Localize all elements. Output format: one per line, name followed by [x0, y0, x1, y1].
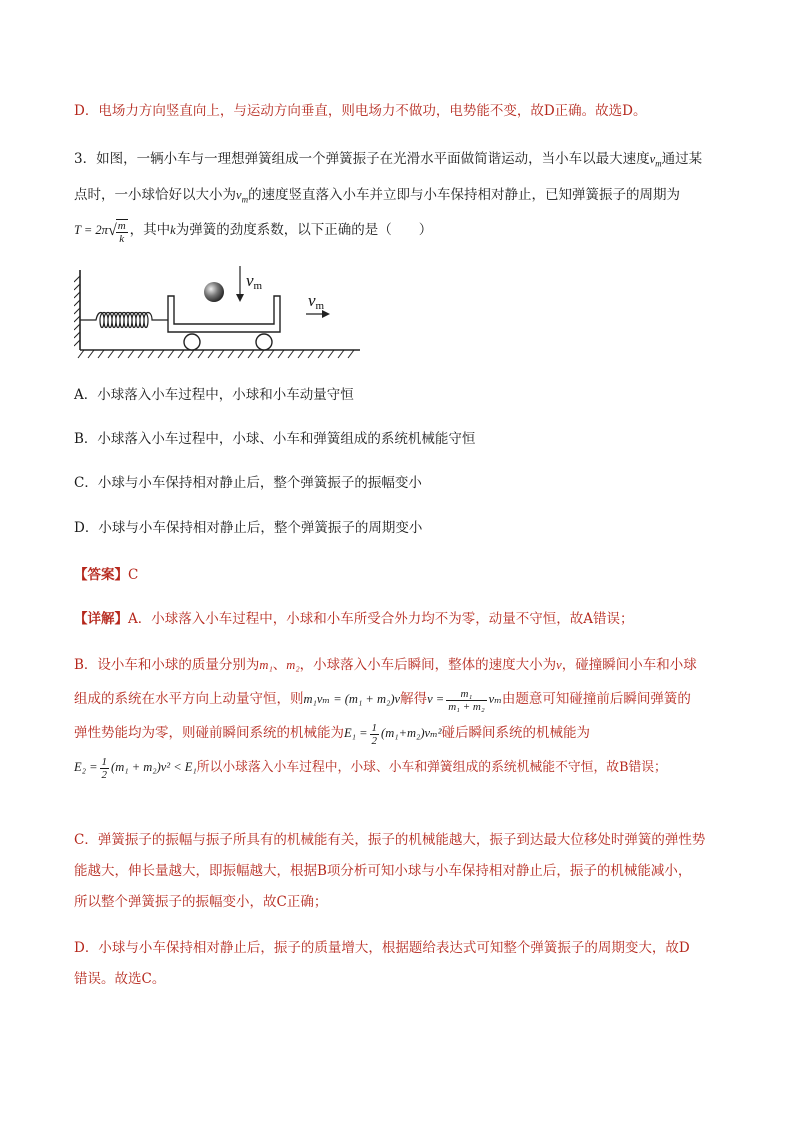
prev-answer-d: D．电场力方向竖直向上，与运动方向垂直，则电场力不做功，电势能不变，故D正确。故选D。	[74, 103, 647, 119]
spring	[80, 313, 168, 328]
vm-symbol-2: $v_m$	[236, 187, 249, 204]
detail-d: D．小球与小车保持相对静止后，振子的质量增大，根据题给表达式可知整个弹簧振子的周期变大，故D 错误。故选C。	[74, 940, 690, 987]
option-a: A．小球落入小车过程中，小球和小车动量守恒	[74, 387, 354, 403]
detail-c: C．弹簧振子的振幅与振子所具有的机械能有关，振子的机械能越大，振子到达最大位移处时弹簧的弹性势 能越大，伸长量越大，即振幅越大，根据B项分析可知小球与小车保持相对静止后，振子的机械能减小， 所以整个弹簧振子的振幅变小，故C正确；	[74, 832, 706, 910]
option-d: D．小球与小车保持相对静止后，整个弹簧振子的周期变小	[74, 520, 423, 536]
spring-cart-figure	[74, 262, 364, 366]
option-c: C．小球与小车保持相对静止后，整个弹簧振子的振幅变小	[74, 475, 422, 491]
down-arrow-icon	[236, 294, 244, 302]
answer-line: 【答案】C	[74, 567, 139, 583]
ball	[204, 282, 224, 302]
vm-symbol: $v_m$	[649, 152, 662, 169]
period-formula: T = 2π√ $\frac{m}{k}$	[74, 220, 126, 246]
question-text: 3．如图，一辆小车与一理想弹簧组成一个弹簧振子在光滑水平面做简谐运动，当小车以最大速度$v_m$通过某 点时，一小球恰好以大小为$v_m$的速度竖直落入小车并立即与小车保持相对静止，已知弹簧振子的周期为 T = 2π√ $\frac{m}{k}$ ，其中k为弹簧的劲度系数，以下正确的是（ ）	[74, 151, 703, 246]
cart-wheel-right	[256, 334, 272, 350]
option-b: B．小球落入小车过程中，小球、小车和弹簧组成的系统机械能守恒	[74, 431, 476, 447]
ground-hatching	[78, 350, 354, 358]
detail-b: B．设小车和小球的质量分别为m₁、m₂，小球落入小车后瞬间，整体的速度大小为v，碰撞瞬间小车和小球 组成的系统在水平方向上动量守恒，则m₁vₘ = (m₁ + m₂)v解得v = $\frac{\text{m₁}}{\text{m₁ + m₂}}$ vₘ由题意可知碰撞前后瞬间弹簧的 弹性势能均为零，则碰前瞬间系统的机械能为E₁ = $\frac{1}{2}$ (m₁+m₂)vₘ²碰后瞬间系统的机械能为 E₂ = $\frac{1}{2}$ (m₁ + m₂)v² < E₁所以小球落入小车过程中，小球、小车和弹簧组成的系统机械能不守恒，故B错误；	[74, 657, 697, 781]
detail-a: 【详解】A．小球落入小车过程中，小球和小车所受合外力均不为零，动量不守恒，故A错误；	[74, 611, 634, 627]
question-intro: 3．如图，一辆小车与一理想弹簧组成一个弹簧振子在光滑水平面做简谐运动，当小车以最大速度	[74, 151, 650, 167]
cart-wheel-left	[184, 334, 200, 350]
cart-body	[168, 296, 280, 332]
cart-velocity-label: vm	[308, 291, 325, 312]
ball-velocity-label: vm	[246, 271, 263, 292]
wall-hatching	[74, 276, 80, 346]
